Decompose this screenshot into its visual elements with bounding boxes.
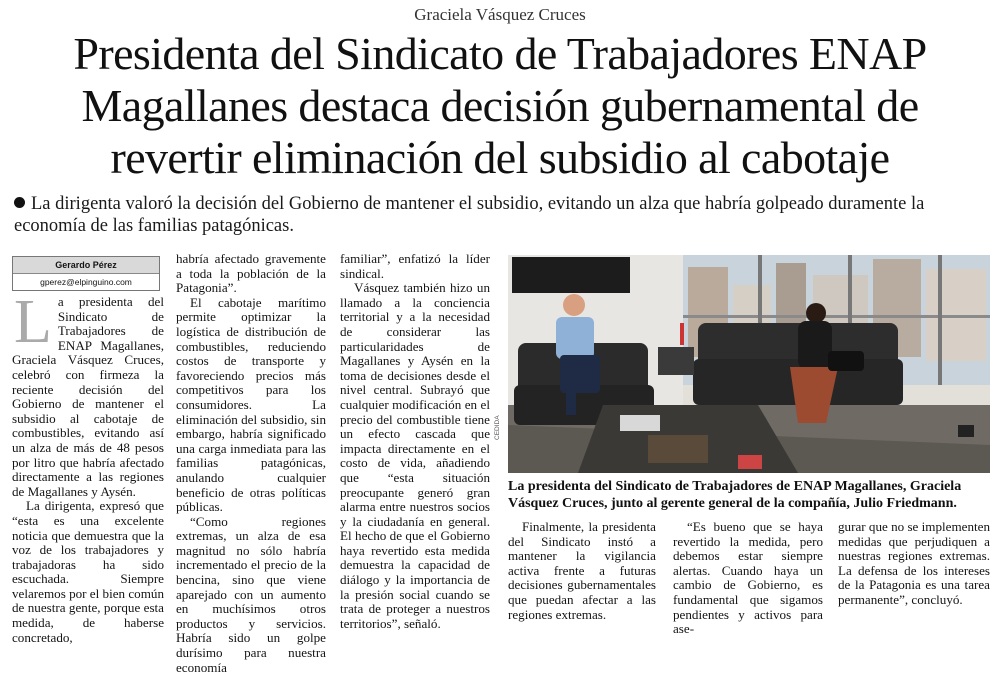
deck-text: La dirigenta valoró la decisión del Gobierno de mantener el subsidio, evitando un alza que habría golpeado duramente la economía de las familias patagónicas. [14, 194, 925, 236]
photo-credit: CEDIDA [494, 415, 501, 440]
text-column-4 [508, 519, 656, 622]
paragraph-text: a presidenta del Sindicato de Trabajadores de ENAP Magallanes, Graciela Vásquez Cruces, celebró con firmeza la reciente decisión del Gobierno de mantener el subsidio al cabotaje de combustibles, evitando así un alza de más de 48 pesos por litro que habría afectado directamente a las regiones de Magallanes y Aysén. [12, 294, 164, 499]
headline: Presidenta del Sindicato de Trabajadores ENAP Magallanes destaca decisión gubernamental de revertir eliminación del subsidio al cabotaje [73, 28, 927, 183]
text-column-2 [176, 251, 326, 675]
paragraph: “Como regiones extremas, un alza de esa magnitud no sólo habría incrementado el precio de la bencina, sino que viene aparejado con un aumento en muchísimos otros productos y servicios. Habría sido un golpe durísimo para nuestra economía [176, 513, 326, 675]
photo-caption: La presidenta del Sindicato de Trabajadores de ENAP Magallanes, Graciela Vásquez Cruces, junto al gerente general de la compañía, Julio Friedmann. [508, 479, 962, 511]
text-column-1 [12, 288, 164, 645]
byline-box [12, 256, 160, 291]
text-column-3 [340, 251, 490, 631]
paragraph: familiar”, enfatizó la líder sindical. [340, 251, 490, 281]
text-column-6 [838, 520, 990, 612]
text-column-5 [673, 519, 823, 637]
office-meeting-illustration [508, 255, 990, 473]
drop-cap: L [14, 288, 52, 356]
paragraph: gurar que no se implementen medidas que perjudiquen a nuestras regiones extremas. La defensa de los intereses de la Patagonia es una tarea permanente”, concluyó. [838, 519, 990, 607]
paragraph [12, 288, 164, 499]
deck [14, 193, 994, 237]
author-name: Gerardo Pérez [13, 257, 159, 274]
paragraph: Vásquez también hizo un llamado a la conciencia territorial y a la necesidad de considerar las particularidades de Magallanes y Aysén en la toma de decisiones desde el nivel central. Subrayó que cualquier modificación en el precio del combustible tiene un efecto cascada que impacta directamente en el costo de vida, añadiendo que “esta situación preocupante generó gran alarma entre nuestros socios y la ciudadanía en general. El hecho de que el Gobierno haya revertido esta medida demuestra la capacidad de diálogo y la importancia de la presión social cuando se trata de proteger a nuestros territorios”, señaló. [340, 280, 490, 631]
kicker: Graciela Vásquez Cruces [414, 5, 586, 24]
article-photo [508, 255, 990, 473]
paragraph: Finalmente, la presidenta del Sindicato instó a mantener la vigilancia activa frente a futuras decisiones gubernamentales que puedan afectar a las regiones extremas. [508, 519, 656, 622]
paragraph: El cabotaje marítimo permite optimizar la logística de distribución de combustibles, reduciendo costos de transporte y favoreciendo precios más competitivos para los consumidores. La eliminación del subsidio, sin embargo, habría significado una carga inmediata para las familias patagónicas, anulando cualquier beneficio de otras políticas públicas. [176, 294, 326, 515]
author-email[interactable]: gperez@elpinguino.com [40, 277, 132, 287]
paragraph: habría afectado gravemente a toda la población de la Patagonia”. [176, 251, 326, 296]
bullet-icon [14, 197, 25, 208]
paragraph: “Es bueno que se haya revertido la medida, pero debemos estar siempre alertas. Cuando haya un cambio de Gobierno, es fundamental que sigamos pendientes y activos para ase- [673, 519, 823, 637]
paragraph: La dirigenta, expresó que “esta es una excelente noticia que demuestra que la voz de los trabajadores y trabajadoras ha sido escuchada. Siempre velaremos por el bien común de nuestra gente, porque esta medida, de haberse concretado, [12, 498, 164, 645]
